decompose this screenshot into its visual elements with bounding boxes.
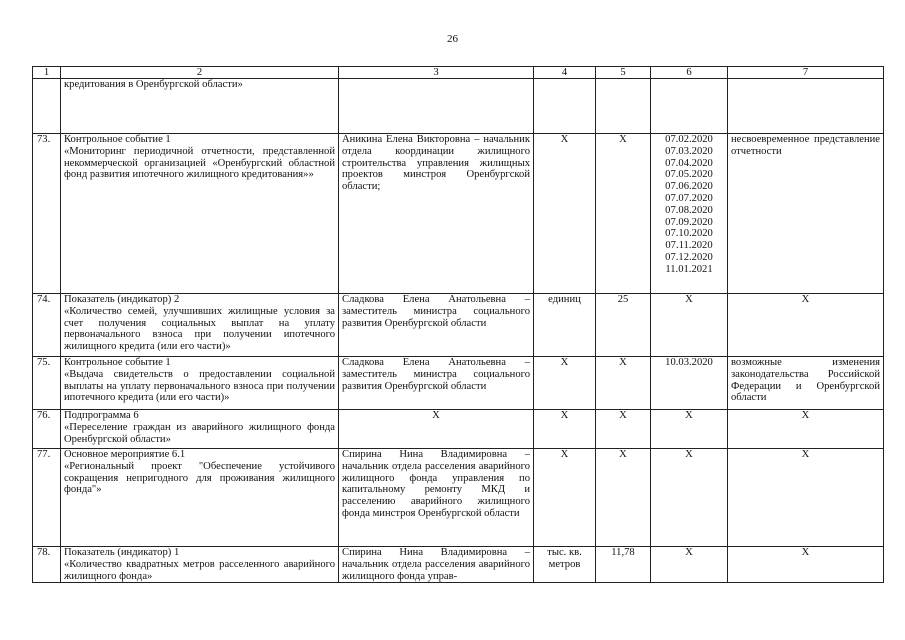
date-item: 07.02.2020 <box>665 134 713 145</box>
date-item: 07.08.2020 <box>665 204 713 216</box>
date-cell <box>651 134 728 294</box>
date-item: 07.07.2020 <box>665 192 713 204</box>
responsible-cell: Аникина Елена Викторовна – начальник отдела координации жилищного строительства управления жилищных проектов минстроя Оренбургской области; <box>339 134 534 294</box>
unit-cell: X <box>534 449 596 547</box>
date-item: 07.10.2020 <box>665 228 713 240</box>
row-number: 78. <box>33 547 61 583</box>
row-number: 74. <box>33 294 61 357</box>
date-item: 07.12.2020 <box>665 251 713 263</box>
date-cell: 10.03.2020 <box>651 357 728 410</box>
date-item: 11.01.2021 <box>665 263 713 275</box>
value-cell: 25 <box>596 294 651 357</box>
date-cell <box>651 79 728 134</box>
row-number <box>33 79 61 134</box>
responsible-cell: Сладкова Елена Анатольевна – заместитель министра социального развития Оренбургской области <box>339 294 534 357</box>
value-cell: 11,78 <box>596 547 651 583</box>
event-cell <box>61 410 339 449</box>
col-header: 1 <box>33 67 61 79</box>
event-cell <box>61 357 339 410</box>
row-number: 73. <box>33 134 61 294</box>
event-description: «Количество квадратных метров расселенного аварийного жилищного фонда» <box>64 558 335 582</box>
responsible-cell: X <box>339 410 534 449</box>
event-description: «Количество семей, улучшивших жилищные условия за счет получения социальных выплат на уплату первоначального взноса при получении ипотечного жилищного кредита (или его части)» <box>64 305 335 353</box>
table-row <box>33 449 884 547</box>
risk-cell: X <box>728 449 884 547</box>
value-cell: X <box>596 410 651 449</box>
risk-cell: возможные изменения законодательства Российской Федерации и Оренбургской области <box>728 357 884 410</box>
row-number: 77. <box>33 449 61 547</box>
unit-cell: тыс. кв. метров <box>534 547 596 583</box>
responsible-cell: Сладкова Елена Анатольевна – заместитель министра социального развития Оренбургской области <box>339 357 534 410</box>
unit-cell: X <box>534 357 596 410</box>
date-item: 07.09.2020 <box>665 216 713 228</box>
event-cell <box>61 449 339 547</box>
table-row <box>33 134 884 294</box>
col-header: 4 <box>534 67 596 79</box>
event-title: Показатель (индикатор) 1 <box>64 547 180 558</box>
responsible-cell: Спирина Нина Владимировна – начальник отдела расселения аварийного жилищного фонда управ- <box>339 547 534 583</box>
date-cell: X <box>651 449 728 547</box>
unit-cell: единиц <box>534 294 596 357</box>
event-title: Основное мероприятие 6.1 <box>64 449 186 460</box>
unit-cell: X <box>534 410 596 449</box>
date-cell: X <box>651 294 728 357</box>
event-title: Показатель (индикатор) 2 <box>64 294 180 305</box>
event-description: «Выдача свидетельств о предоставлении социальной выплаты на уплату первоначального взноса при получении ипотечного кредита (или его части)» <box>64 368 335 404</box>
event-title: Подпрограмма 6 <box>64 410 139 421</box>
col-header: 3 <box>339 67 534 79</box>
event-cell: кредитования в Оренбургской области» <box>61 79 339 134</box>
table-row <box>33 410 884 449</box>
value-cell: X <box>596 449 651 547</box>
date-item: 07.03.2020 <box>665 145 713 157</box>
col-header: 5 <box>596 67 651 79</box>
risk-cell: X <box>728 294 884 357</box>
date-item: 07.11.2020 <box>665 240 713 252</box>
unit-cell <box>534 79 596 134</box>
table-header-row <box>33 67 884 79</box>
table-row <box>33 79 884 134</box>
event-description: «Переселение граждан из аварийного жилищного фонда Оренбургской области» <box>64 421 335 445</box>
row-number: 76. <box>33 410 61 449</box>
responsible-cell: Спирина Нина Владимировна – начальник отдела расселения аварийного жилищного фонда управления по капитальному ремонту МКД и расселению аварийного жилищного фонда минстроя Оренбургской области <box>339 449 534 547</box>
value-cell: X <box>596 134 651 294</box>
value-cell: X <box>596 357 651 410</box>
col-header: 6 <box>651 67 728 79</box>
date-item: 07.04.2020 <box>665 157 713 169</box>
col-header: 2 <box>61 67 339 79</box>
event-description: «Мониторинг периодичной отчетности, представленной некоммерческой организацией «Оренбургский областной фонд развития ипотечного жилищного кредитования»» <box>64 145 335 181</box>
unit-cell: X <box>534 134 596 294</box>
table-row <box>33 294 884 357</box>
event-cell <box>61 294 339 357</box>
responsible-cell <box>339 79 534 134</box>
risk-cell: X <box>728 410 884 449</box>
event-title: Контрольное событие 1 <box>64 357 171 368</box>
monitoring-table <box>32 66 884 583</box>
date-item: 07.06.2020 <box>665 181 713 193</box>
row-number: 75. <box>33 357 61 410</box>
event-title: Контрольное событие 1 <box>64 134 171 145</box>
table-row <box>33 357 884 410</box>
risk-cell: несвоевременное представление отчетности <box>728 134 884 294</box>
event-description: «Региональный проект "Обеспечение устойчивого сокращения непригодного для проживания жилищного фонда"» <box>64 460 335 496</box>
col-header: 7 <box>728 67 884 79</box>
date-cell: X <box>651 410 728 449</box>
date-item: 07.05.2020 <box>665 169 713 181</box>
page-number: 26 <box>447 33 458 45</box>
date-cell: X <box>651 547 728 583</box>
event-cell <box>61 547 339 583</box>
value-cell <box>596 79 651 134</box>
table-row <box>33 547 884 583</box>
event-cell <box>61 134 339 294</box>
risk-cell: X <box>728 547 884 583</box>
risk-cell <box>728 79 884 134</box>
